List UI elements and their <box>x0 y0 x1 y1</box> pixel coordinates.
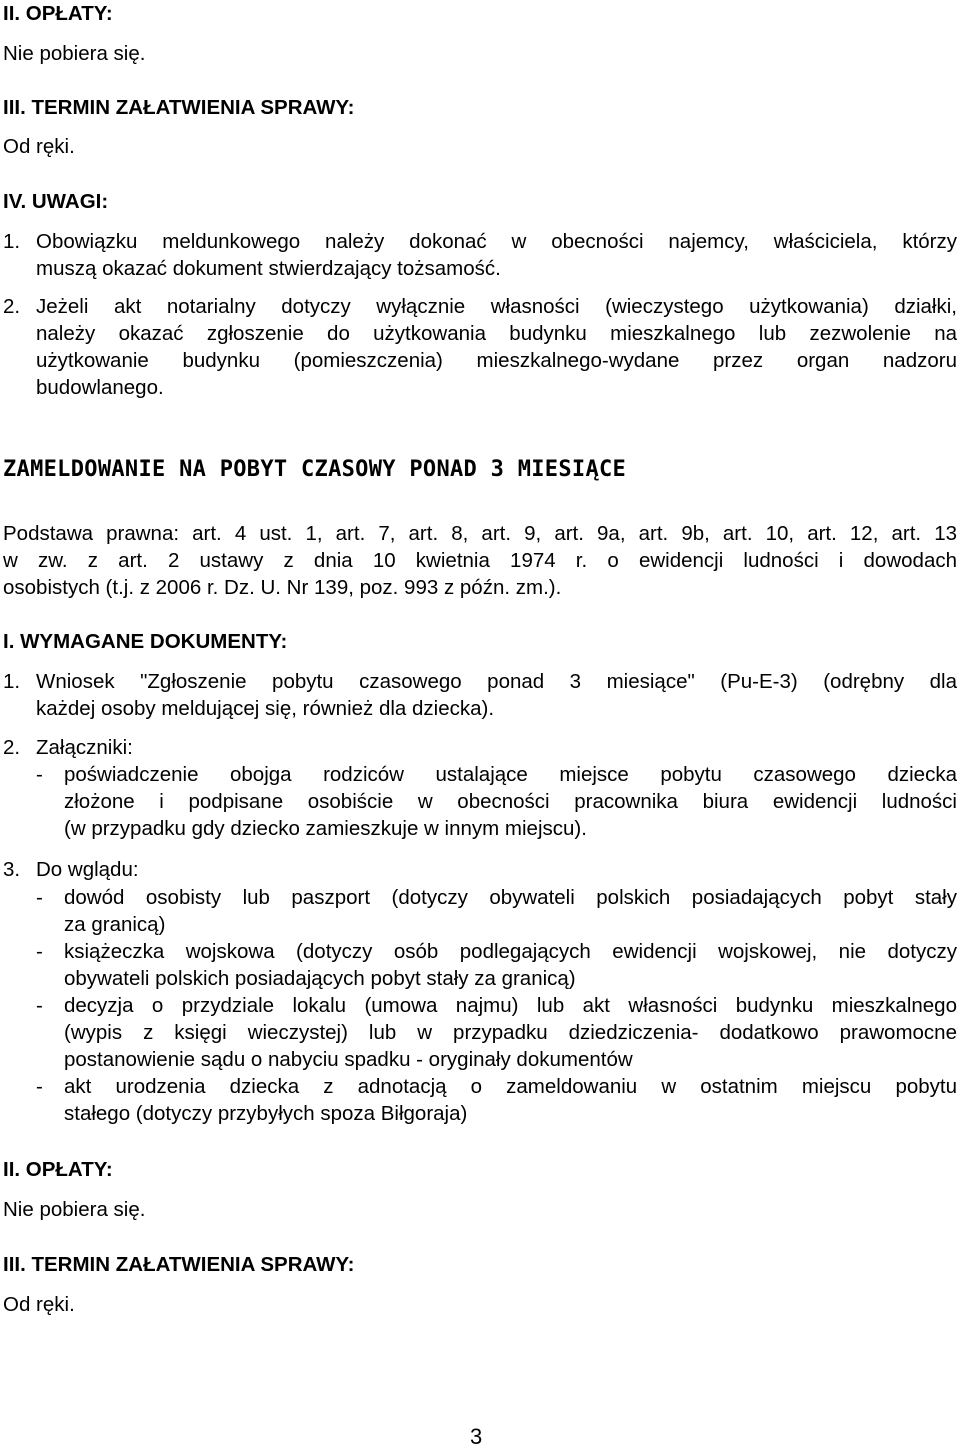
text-line: (w przypadku gdy dziecko zamieszkuje w innym miejscu). <box>64 817 587 840</box>
item-number: 1. <box>3 230 21 253</box>
item-label: Do wglądu: <box>36 858 139 881</box>
text-line: dowód osobisty lub paszport (dotyczy obywateli polskich posiadających pobyt stały <box>64 886 957 909</box>
termin-heading-top: III. TERMIN ZAŁATWIENIA SPRAWY: <box>3 96 355 119</box>
text-line: należy okazać zgłoszenie do użytkowania budynku mieszkalnego lub zezwolenie na <box>36 322 957 345</box>
text-line: obywateli polskich posiadających pobyt stały za granicą) <box>64 967 576 990</box>
dash-bullet: - <box>36 994 43 1017</box>
section-title: ZAMELDOWANIE NA POBYT CZASOWY PONAD 3 MIESIĄCE <box>3 457 627 482</box>
legal-basis <box>3 520 957 601</box>
termin-heading: III. TERMIN ZAŁATWIENIA SPRAWY: <box>3 1253 355 1276</box>
item-number: 2. <box>3 295 21 318</box>
dash-bullet: - <box>36 1075 43 1098</box>
text-line: stałego (dotyczy przybyłych spoza Biłgoraja) <box>64 1102 468 1125</box>
uwagi-item-1 <box>0 228 960 284</box>
page-number: 3 <box>470 1424 483 1449</box>
text-line: akt urodzenia dziecka z adnotacją o zameldowaniu w ostatnim miejscu pobytu <box>64 1075 957 1098</box>
item-number: 2. <box>3 736 21 759</box>
uwagi-item-2 <box>0 293 960 403</box>
text-line: decyzja o przydziale lokalu (umowa najmu) lub akt własności budynku mieszkalnego <box>64 994 957 1017</box>
required-doc-2 <box>0 734 960 844</box>
text-line: muszą okazać dokument stwierdzający tożsamość. <box>36 257 501 280</box>
oplaty-text: Nie pobiera się. <box>3 1198 146 1221</box>
text-line: poświadczenie obojga rodziców ustalające miejsce pobytu czasowego dziecka <box>64 763 957 786</box>
termin-text: Od ręki. <box>3 1293 75 1316</box>
uwagi-heading: IV. UWAGI: <box>3 190 109 213</box>
text-line: Jeżeli akt notarialny dotyczy wyłącznie własności (wieczystego użytkowania) działki, <box>36 295 957 318</box>
item-number: 3. <box>3 858 21 881</box>
item-number: 1. <box>3 670 21 693</box>
text-line: postanowienie sądu o nabyciu spadku - oryginały dokumentów <box>64 1048 633 1071</box>
text-line: Wniosek "Zgłoszenie pobytu czasowego ponad 3 miesiące" (Pu-E-3) (odrębny dla <box>36 670 957 693</box>
required-doc-1 <box>0 668 960 724</box>
text-line: każdej osoby meldującej się, również dla dziecka). <box>36 697 495 720</box>
text-line: za granicą) <box>64 913 166 936</box>
dash-bullet: - <box>36 763 43 786</box>
wymagane-heading: I. WYMAGANE DOKUMENTY: <box>3 630 288 653</box>
dash-bullet: - <box>36 886 43 909</box>
item-label: Załączniki: <box>36 736 133 759</box>
dash-bullet: - <box>36 940 43 963</box>
text-line: książeczka wojskowa (dotyczy osób podlegających ewidencji wojskowej, nie dotyczy <box>64 940 957 963</box>
oplaty-heading-top: II. OPŁATY: <box>3 2 113 25</box>
legal-basis-line: Podstawa prawna: art. 4 ust. 1, art. 7, art. 8, art. 9, art. 9a, art. 9b, art. 10, art. 12, art. 13 <box>3 522 957 545</box>
legal-basis-line: osobistych (t.j. z 2006 r. Dz. U. Nr 139, poz. 993 z późn. zm.). <box>3 576 562 599</box>
text-line: Obowiązku meldunkowego należy dokonać w obecności najemcy, właściciela, którzy <box>36 230 957 253</box>
termin-text-top: Od ręki. <box>3 135 75 158</box>
required-doc-3 <box>0 856 960 1146</box>
text-line: (wypis z księgi wieczystej) lub w przypadku dziedziczenia- dodatkowo prawomocne <box>64 1021 957 1044</box>
oplaty-heading: II. OPŁATY: <box>3 1158 113 1181</box>
text-line: budowlanego. <box>36 376 164 399</box>
text-line: złożone i podpisane osobiście w obecności pracownika biura ewidencji ludności <box>64 790 957 813</box>
legal-basis-line: w zw. z art. 2 ustawy z dnia 10 kwietnia 1974 r. o ewidencji ludności i dowodach <box>3 549 957 572</box>
text-line: użytkowanie budynku (pomieszczenia) mieszkalnego-wydane przez organ nadzoru <box>36 349 957 372</box>
oplaty-text-top: Nie pobiera się. <box>3 42 146 65</box>
